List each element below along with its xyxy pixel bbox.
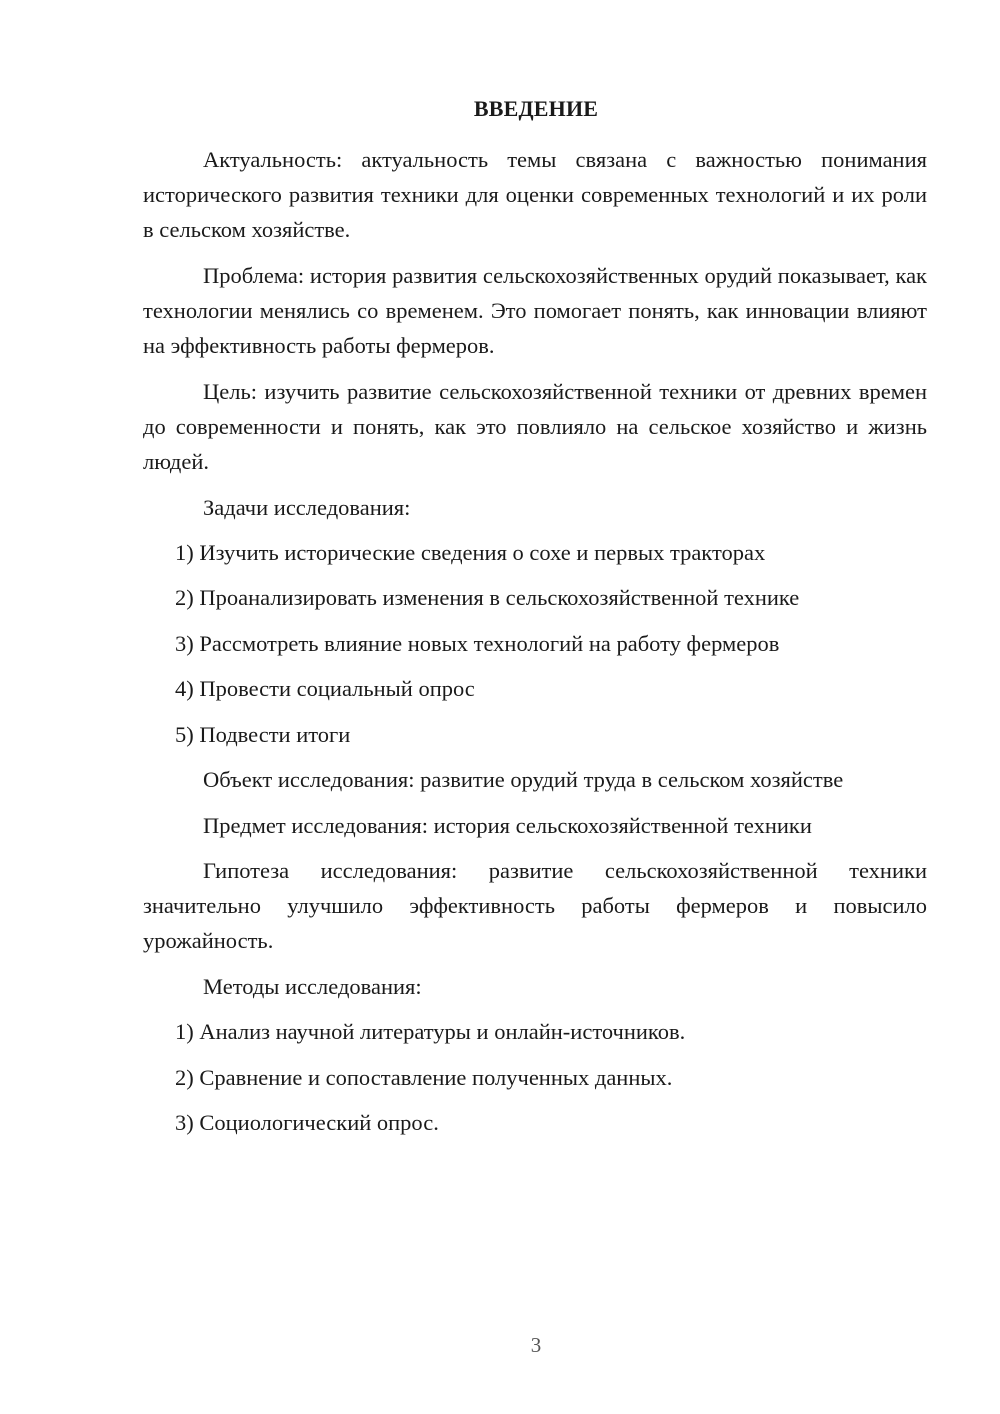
subject-paragraph: Предмет исследования: история сельскохозяйственной техники [203,813,812,838]
relevance-paragraph: Актуальность: актуальность темы связана с важностью понимания исторического развития техники для оценки современных технологий и их роли в сельском хозяйстве. [143,147,927,242]
method-item: 1) Анализ научной литературы и онлайн-источников. [175,1019,686,1044]
task-item: 4) Провести социальный опрос [175,676,475,701]
method-item: 3) Социологический опрос. [175,1110,439,1135]
hypothesis-paragraph: Гипотеза исследования: развитие сельскохозяйственной техники значительно улучшило эффективность работы фермеров и повысило урожайность. [143,858,927,953]
task-item: 5) Подвести итоги [175,722,351,747]
methods-heading: Методы исследования: [203,974,422,999]
task-item: 2) Проанализировать изменения в сельскохозяйственной технике [175,585,800,610]
task-item: 1) Изучить исторические сведения о сохе и первых тракторах [175,540,766,565]
method-item: 2) Сравнение и сопоставление полученных данных. [175,1065,673,1090]
page-number: 3 [530,1333,542,1357]
problem-paragraph: Проблема: история развития сельскохозяйственных орудий показывает, как технологии менялись со временем. Это помогает понять, как инновации влияют на эффективность работы фермеров. [143,263,927,358]
page-title: ВВЕДЕНИЕ [473,96,599,121]
tasks-heading: Задачи исследования: [203,495,411,520]
task-item: 3) Рассмотреть влияние новых технологий на работу фермеров [175,631,780,656]
goal-paragraph: Цель: изучить развитие сельскохозяйственной техники от древних времен до современности и понять, как это повлияло на сельское хозяйство и жизнь людей. [143,379,927,474]
object-paragraph: Объект исследования: развитие орудий труда в сельском хозяйстве [203,767,844,792]
